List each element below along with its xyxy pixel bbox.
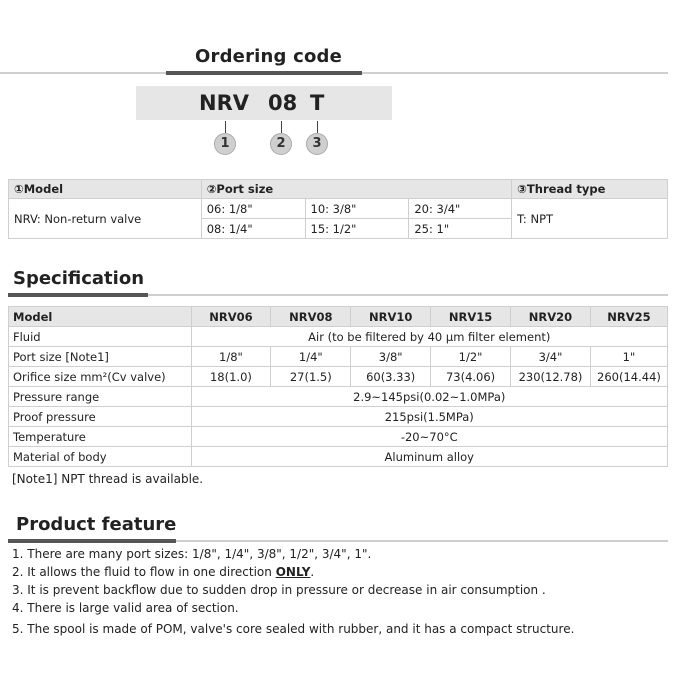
table-row (9, 367, 668, 387)
fluid-value: Air (to be filtered by 40 µm filter element) (191, 327, 667, 347)
orifice-value: 18(1.0) (191, 367, 271, 387)
table-row (9, 447, 668, 467)
orifice-value: 230(12.78) (511, 367, 591, 387)
header-model: ①Model (9, 180, 202, 199)
port-size-value: 3/4" (511, 347, 591, 367)
code-part-port: 08 (268, 91, 298, 115)
feature-item: 5. The spool is made of POM, valve's core sealed with rubber, and it has a compact structure. (12, 622, 575, 636)
table-row (9, 347, 668, 367)
port-size-cell: 25: 1" (409, 219, 512, 239)
feature-item-2-text: 2. It allows the fluid to flow in one direction (12, 565, 276, 579)
ordering-code-table (8, 179, 668, 239)
port-size-cell: 20: 3/4" (409, 199, 512, 219)
table-row (9, 327, 668, 347)
code-tick (281, 121, 282, 133)
orifice-value: 60(3.33) (351, 367, 431, 387)
port-size-value: 1/2" (431, 347, 511, 367)
port-size-cell: 08: 1/4" (201, 219, 305, 239)
specification-title: Specification (13, 268, 145, 289)
port-size-value: 3/8" (351, 347, 431, 367)
feature-item (12, 563, 574, 581)
ordering-code-title: Ordering code (195, 46, 343, 67)
spec-header-nrv15: NRV15 (431, 307, 511, 327)
feature-item: 3. It is prevent backflow due to sudden drop in pressure or decrease in air consumption . (12, 583, 546, 597)
header-port-size: ②Port size (201, 180, 511, 199)
code-tick (317, 121, 318, 133)
marker-1: 1 (214, 133, 236, 155)
orifice-value: 260(14.44) (590, 367, 667, 387)
pressure-range-value: 2.9~145psi(0.02~1.0MPa) (191, 387, 667, 407)
code-part-thread: T (310, 91, 325, 115)
specification-underline (8, 293, 148, 297)
spec-header-nrv08: NRV08 (271, 307, 351, 327)
table-row (9, 427, 668, 447)
orifice-label: Orifice size mm²(Cv valve) (9, 367, 192, 387)
proof-pressure-label: Proof pressure (9, 407, 192, 427)
product-feature-underline (8, 539, 176, 543)
port-size-cell: 06: 1/8" (201, 199, 305, 219)
feature-item: 4. There is large valid area of section. (12, 601, 239, 615)
spec-header-model: Model (9, 307, 192, 327)
port-size-value: 1/8" (191, 347, 271, 367)
feature-list (12, 545, 574, 638)
spec-header-nrv25: NRV25 (590, 307, 667, 327)
ordering-code-box (136, 86, 392, 120)
marker-3: 3 (306, 133, 328, 155)
table-row (9, 199, 668, 219)
table-header-row (9, 180, 668, 199)
header-thread-type: ③Thread type (512, 180, 668, 199)
temperature-value: -20~70°C (191, 427, 667, 447)
table-row (9, 387, 668, 407)
code-part-model: NRV (199, 91, 249, 115)
pressure-range-label: Pressure range (9, 387, 192, 407)
port-size-value: 1" (590, 347, 667, 367)
specification-table (8, 306, 668, 467)
spec-note: [Note1] NPT thread is available. (12, 472, 204, 486)
thread-value: T: NPT (512, 199, 668, 239)
material-label: Material of body (9, 447, 192, 467)
model-value: NRV: Non-return valve (9, 199, 202, 239)
code-tick (225, 121, 226, 133)
port-size-value: 1/4" (271, 347, 351, 367)
port-size-label: Port size [Note1] (9, 347, 192, 367)
temperature-label: Temperature (9, 427, 192, 447)
port-size-cell: 15: 1/2" (305, 219, 409, 239)
spec-header-nrv20: NRV20 (511, 307, 591, 327)
port-size-cell: 10: 3/8" (305, 199, 409, 219)
orifice-value: 27(1.5) (271, 367, 351, 387)
proof-pressure-value: 215psi(1.5MPa) (191, 407, 667, 427)
fluid-label: Fluid (9, 327, 192, 347)
spec-header-nrv06: NRV06 (191, 307, 271, 327)
feature-item-2-suffix: . (310, 565, 315, 579)
spec-header-nrv10: NRV10 (351, 307, 431, 327)
table-header-row (9, 307, 668, 327)
product-feature-title: Product feature (16, 514, 177, 535)
marker-2: 2 (270, 133, 292, 155)
feature-item-2-emphasis: ONLY (275, 565, 311, 579)
orifice-value: 73(4.06) (431, 367, 511, 387)
material-value: Aluminum alloy (191, 447, 667, 467)
table-row (9, 407, 668, 427)
feature-item: 1. There are many port sizes: 1/8", 1/4", 3/8", 1/2", 3/4", 1". (12, 547, 372, 561)
ordering-code-underline (166, 71, 362, 75)
